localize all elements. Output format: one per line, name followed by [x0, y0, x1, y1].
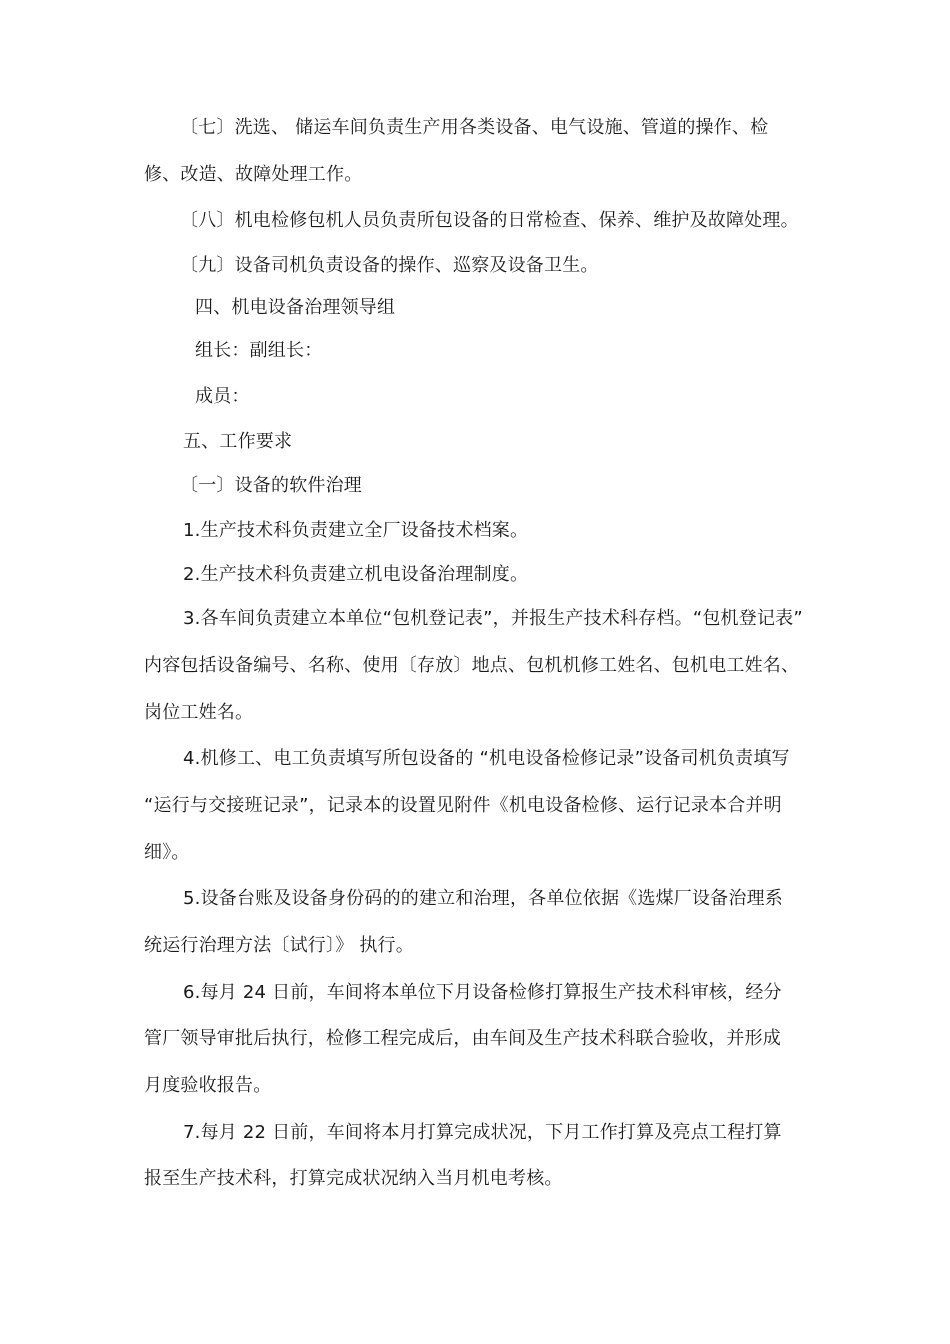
text-line: 组长：副组长：	[195, 340, 323, 361]
subsection-heading: 〔一〕设备的软件治理	[180, 475, 362, 496]
text-line: 〔九〕设备司机负责设备的操作、巡察及设备卫生。	[180, 255, 599, 276]
section-heading: 五、工作要求	[183, 431, 293, 452]
text-line: 7.每月 22 日前，车间将本月打算完成状况，下月工作打算及亮点工程打算	[183, 1122, 782, 1143]
text-line: 月度验收报告。	[144, 1075, 272, 1096]
text-line: 岗位工姓名。	[144, 702, 254, 723]
text-line: 5.设备台账及设备身份码的的建立和治理，各单位依据《选煤厂设备治理系	[183, 888, 783, 909]
text-line: 4.机修工、电工负责填写所包设备的 “机电设备检修记录”设备司机负责填写	[183, 748, 790, 769]
text-line: 内容包括设备编号、名称、使用〔存放〕地点、包机机修工姓名、包机电工姓名、	[144, 655, 800, 676]
text-line: 修、改造、故障处理工作。	[144, 164, 363, 185]
text-line: 2.生产技术科负责建立机电设备治理制度。	[183, 564, 529, 585]
text-line: 6.每月 24 日前，车间将本单位下月设备检修打算报生产技术科审核，经分	[183, 982, 782, 1003]
text-line: 细》。	[144, 842, 190, 863]
section-heading: 四、机电设备治理领导组	[195, 297, 396, 318]
text-line: 成员：	[195, 386, 250, 407]
text-line: 管厂领导审批后执行，检修工程完成后，由车间及生产技术科联合验收，并形成	[144, 1028, 781, 1049]
text-line: 3.各车间负责建立本单位“包机登记表”，并报生产技术科存档。“包机登记表”	[183, 608, 803, 629]
text-line: 1.生产技术科负责建立全厂设备技术档案。	[183, 520, 529, 541]
text-line: 报至生产技术科，打算完成状况纳入当月机电考核。	[144, 1168, 563, 1189]
text-line: 统运行治理方法〔试行〕》 执行。	[144, 935, 414, 956]
text-line: “运行与交接班记录”，记录本的设置见附件《机电设备检修、运行记录本合并明	[144, 795, 782, 816]
text-line: 〔八〕机电检修包机人员负责所包设备的日常检查、保养、维护及故障处理。	[180, 210, 799, 231]
text-line: 〔七〕洗选、 储运车间负责生产用各类设备、电气设施、管道的操作、检	[180, 117, 769, 138]
